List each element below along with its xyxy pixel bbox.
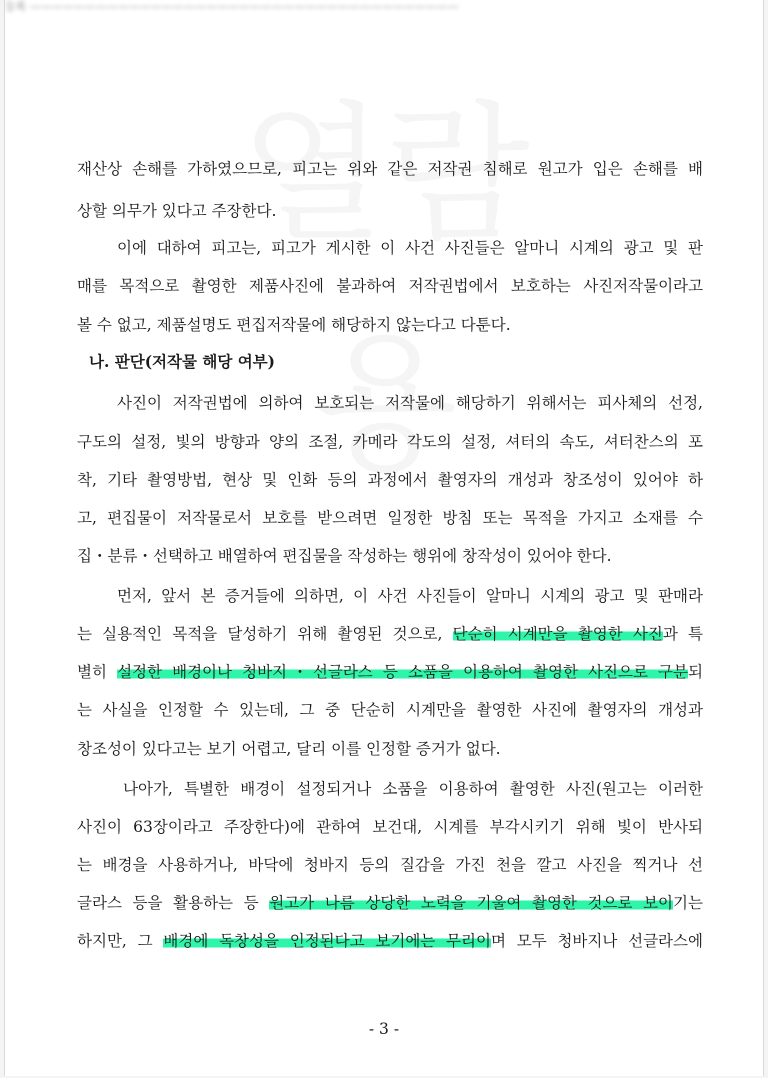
text-line: 는 배경을 사용하거나, 바닥에 청바지 등의 질감을 가진 천을 깔고 사진을 찍거나 선 (77, 856, 703, 874)
watermark-text (205, 60, 565, 940)
text-line: 상할 의무가 있다고 주장한다. (77, 202, 277, 220)
text-line: 나아가, 특별한 배경이 설정되거나 소품을 이용하여 촬영한 사진(원고는 이러한 (123, 780, 703, 798)
text-line: 별히 설정한 배경이나 청바지・선글라스 등 소품을 이용하여 촬영한 사진으로 구분되 (77, 663, 703, 681)
text-line: 는 사실을 인정할 수 있는데, 그 중 단순히 시계만을 촬영한 사진에 촬영자의 개성과 (77, 701, 703, 719)
text-line: 착, 기타 촬영방법, 현상 및 인화 등의 과정에서 촬영자의 개성과 창조성이 있어야 하 (77, 471, 703, 489)
blurred-header-text: 등록 ——————————————————————————————————————— (5, 0, 459, 13)
highlighted-text: 배경에 독창성을 인정된다고 보기에는 무리이 (163, 932, 491, 950)
text-line: 사진이 63장이라고 주장한다)에 관하여 보건대, 시계를 부각시키기 위해 빛이 반사되 (77, 818, 703, 836)
text-line: 하지만, 그 배경에 독창성을 인정된다고 보기에는 무리이며 모두 청바지나 선글라스에 (77, 932, 703, 950)
highlighted-text: 설정한 배경이나 청바지・선글라스 등 소품을 이용하여 촬영한 사진으로 구분 (117, 663, 689, 681)
text-line: 재산상 손해를 가하였으므로, 피고는 위와 같은 저작권 침해로 원고가 입은 손해를 배 (77, 160, 703, 178)
text-line: 먼저, 앞서 본 증거들에 의하면, 이 사건 사진들이 알마니 시계의 광고 및 판매라 (117, 587, 703, 605)
text-line: 볼 수 없고, 제품설명도 편집저작물에 해당하지 않는다고 다툰다. (77, 316, 511, 334)
page-number: - 3 - (368, 1020, 400, 1038)
section-heading: 나. 판단(저작물 해당 여부) (89, 352, 275, 371)
text-line: 는 실용적인 목적을 달성하기 위해 촬영된 것으로, 단순히 시계만을 촬영한 사진과 특 (77, 625, 703, 643)
document-page (4, 0, 764, 1076)
text-line: 창조성이 있다고는 보기 어렵고, 달리 이를 인정할 증거가 없다. (77, 740, 501, 758)
text-line: 구도의 설정, 빛의 방향과 양의 조절, 카메라 각도의 설정, 셔터의 속도, 셔터찬스의 포 (77, 433, 703, 451)
highlighted-text: 단순히 시계만을 촬영한 사진 (452, 625, 663, 643)
text-line: 매를 목적으로 촬영한 제품사진에 불과하여 저작권법에서 보호하는 사진저작물이라고 (77, 277, 703, 295)
text-line: 집・분류・선택하고 배열하여 편집물을 작성하는 행위에 창작성이 있어야 한다. (77, 547, 612, 565)
text-line: 이에 대하여 피고는, 피고가 게시한 이 사건 사진들은 알마니 시계의 광고 및 판 (117, 239, 703, 257)
highlighted-text: 원고가 나름 상당한 노력을 기울여 촬영한 것으로 보이 (269, 894, 674, 912)
text-line: 사진이 저작권법에 의하여 보호되는 저작물에 해당하기 위해서는 피사체의 선정, (117, 394, 703, 412)
text-line: 글라스 등을 활용하는 등 원고가 나름 상당한 노력을 기울여 촬영한 것으로 보이기는 (77, 894, 703, 912)
text-line: 고, 편집물이 저작물로서 보호를 받으려면 일정한 방침 또는 목적을 가지고 소재를 수 (77, 509, 703, 527)
